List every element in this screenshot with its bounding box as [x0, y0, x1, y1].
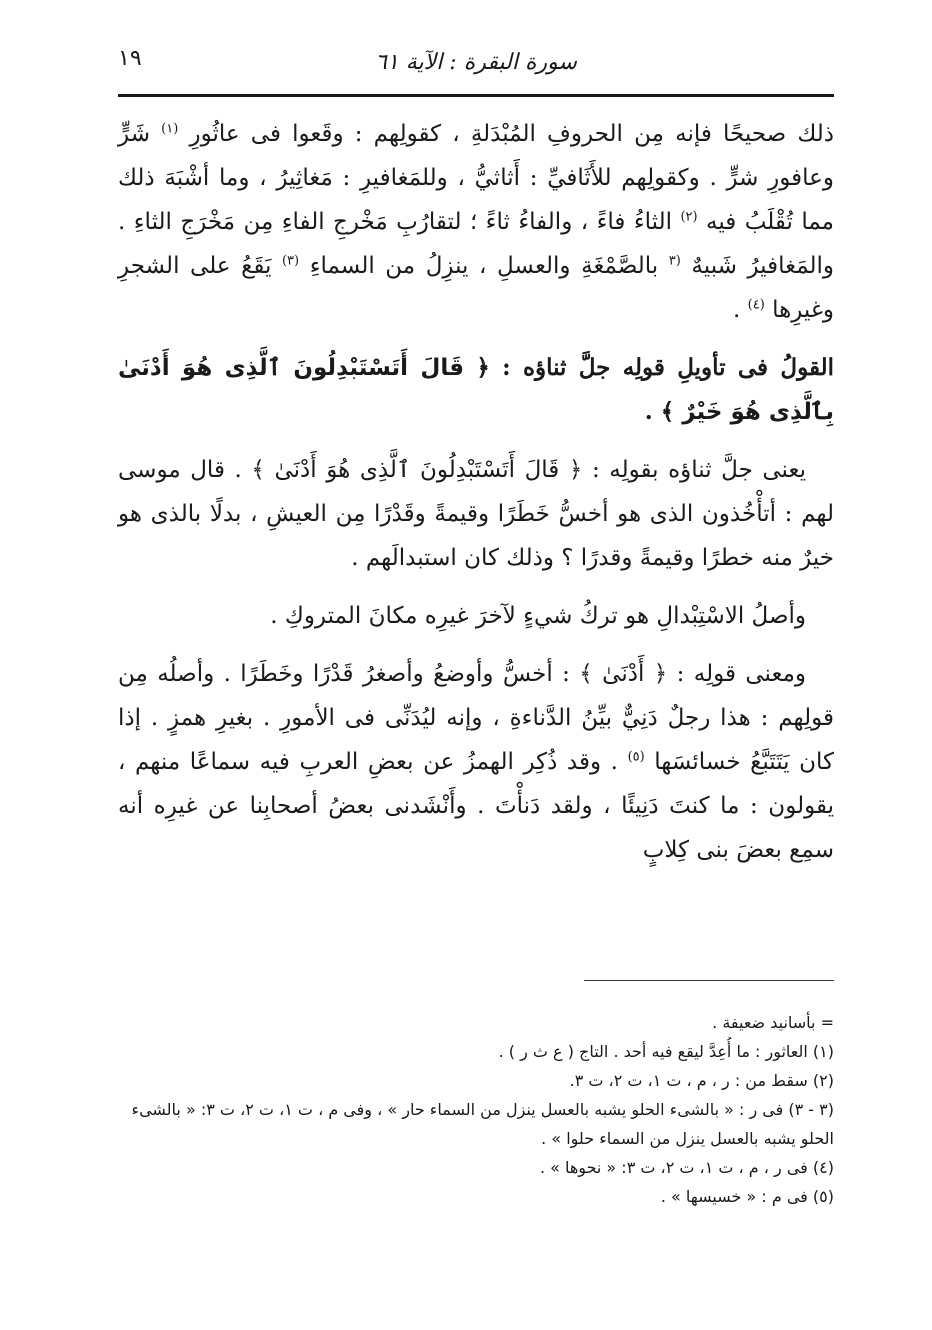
paragraph-4 — [118, 652, 834, 872]
heading-lead: القولُ فى تأويلِ قولِه جلَّ ثناؤه : — [502, 354, 834, 381]
footnotes — [118, 1008, 834, 1211]
page-number: ١٩ — [118, 46, 142, 71]
quran-verse: ﴿ أَدْنَىٰ ﴾ — [579, 661, 668, 687]
footnote-ref: (٥) — [627, 749, 645, 765]
footnote-line: (١) العاثور : ما أُعِدَّ ليقع فيه أحد . التاج ( ع ث ر ) . — [498, 1042, 834, 1061]
footnote-line: = بأسانيد ضعيفة . — [712, 1013, 834, 1032]
paragraph-1 — [118, 112, 834, 332]
footnote-ref: (٢) — [680, 209, 698, 225]
footnote-line: الحلو يشبه بالعسل ينزل من السماء حلوا » . — [541, 1129, 834, 1148]
text-run: . قال موسى لهم : أتأْخُذون الذى هو أخسُّ خَطَرًا وقيمةً وقَدْرًا مِن العيشِ ، بدلًا بالذى هو خيرٌ منه خطرًا وقيمةً وقدرًا ؟ وذلك كان استبدالَهم . — [118, 457, 834, 571]
text-run: يَقَعُ على الشجرِ وغيرِها — [118, 253, 834, 323]
text-run: الثاءُ فاءً ، والفاءُ ثاءً ؛ لتقارُبِ مَخْرجِ الفاءِ مِن مَخْرَجِ الثاءِ . والمَغافيرُ شَبيهٌ — [118, 209, 835, 279]
text-run: يعنى جلَّ ثناؤه بقولِه : — [591, 457, 806, 483]
text-run: ومعنى قولِه : — [676, 661, 806, 687]
text-run: شَرٍّ وعافورِ شرٍّ . وكقولِهم للأَثَافيِّ : أَثاثيُّ ، وللمَغافيرِ : مَغاثِيرُ ، وما أشْبَهَ ذلك مما تُقْلَبُ فيه — [118, 121, 835, 235]
running-title: سورة البقرة : الآية ٦١ — [375, 50, 577, 75]
section-heading — [118, 346, 834, 434]
header-rule — [118, 94, 834, 97]
footnote-rule — [584, 980, 834, 981]
footnote-ref: (١) — [161, 121, 179, 137]
text-run: بالصَّمْغَةِ والعسلِ ، ينزِلُ من السماءِ — [309, 253, 659, 279]
footnote-line: (٤) فى ر ، م ، ت ١، ت ٢، ت ٣: « نحوها » . — [539, 1158, 834, 1177]
footnote-line: (٢) سقط من : ر ، م ، ت ١، ت ٢، ت ٣. — [569, 1071, 834, 1090]
running-header — [118, 40, 834, 92]
footnote-line: (٥) فى م : « خسيسها » . — [660, 1187, 834, 1206]
footnote-line: (٣ - ٣) فى ر : « بالشىء الحلو يشبه بالعسل ينزل من السماء حار » ، وفى م ، ت ١، ت ٢، ت ٣: « بالشىء — [131, 1100, 834, 1119]
quran-verse: ﴿ قَالَ أَتَسْتَبْدِلُونَ ٱلَّذِى هُوَ أَدْنَىٰ ﴾ — [251, 457, 583, 483]
text-run: . وقد ذُكِر الهمزُ عن بعضِ العربِ فيه سماعًا منهم ، يقولون : ما كنتَ دَنِيئًا ، ولقد دَنأْتَ . وأَنْشَدنى بعضُ أصحابِنا عن غيرِه أنه سمِع بعضَ بنى كِلابٍ — [118, 749, 834, 863]
quran-verse: ﴿ قَالَ أَتَسْتَبْدِلُونَ ٱلَّذِى هُوَ أَدْنَىٰ بِٱلَّذِى هُوَ خَيْرٌ ﴾ — [118, 355, 834, 425]
footnote-ref: (٤) — [747, 297, 765, 313]
paragraph-3: وأصلُ الاسْتِبْدالِ هو تركُ شيءٍ لآخرَ غيرِه مكانَ المتروكِ . — [270, 603, 806, 629]
paragraph-2 — [118, 448, 834, 580]
text-run: . — [733, 297, 741, 323]
footnote-ref: (٣) — [281, 253, 300, 269]
text-run: . — [644, 398, 653, 425]
main-text — [118, 112, 834, 886]
text-run: ذلك صحيحًا فإنه مِن الحروفِ المُبْدَلةِ ، كقولِهم : وقَعوا فى عاثُورِ — [189, 121, 835, 147]
text-run: : أخسُّ وأوضعُ وأصغرُ قَدْرًا وخَطَرًا . وأصلُه مِن قولِهم : هذا رجلٌ دَنِيٌّ بيِّنُ الدَّناءةِ ، وإنه ليُدَنِّى فى الأمورِ . بغيرِ همزٍ . إذا كان يَتَتَبَّعُ خسائسَها — [118, 661, 835, 775]
footnote-ref: (٣ — [668, 253, 681, 269]
